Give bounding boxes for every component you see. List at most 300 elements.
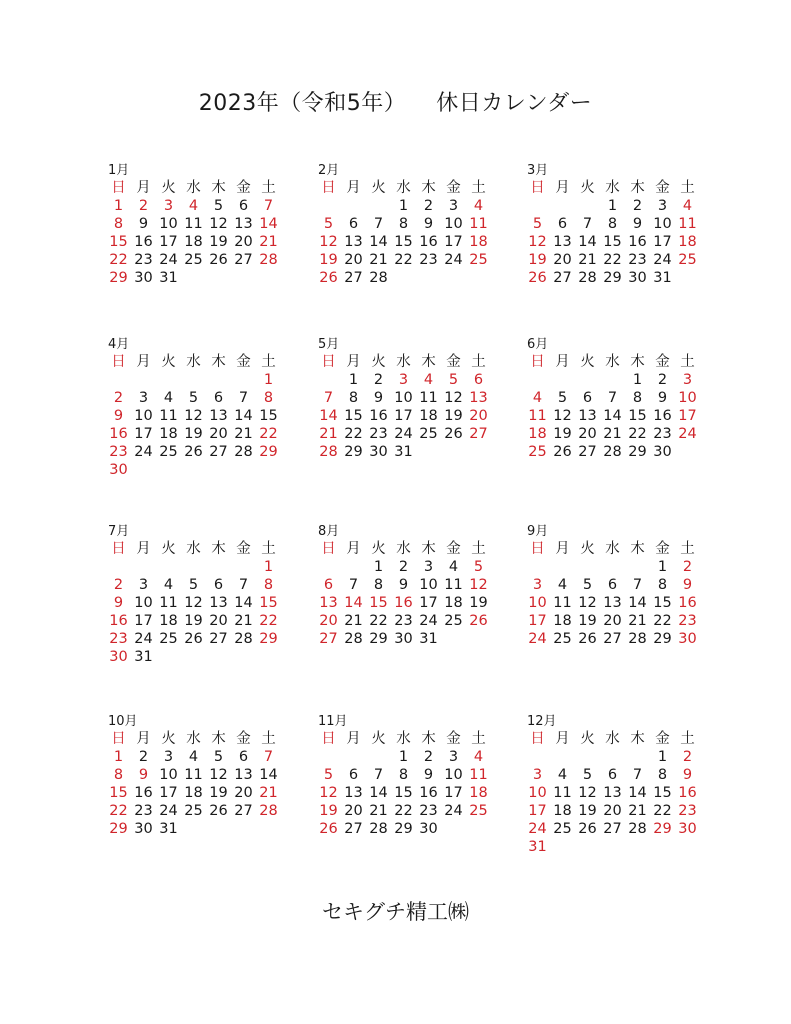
holiday-day: 25 — [469, 252, 488, 268]
holiday-day: 22 — [109, 803, 128, 819]
weekday-header: 金 — [236, 541, 251, 557]
weekday-header: 土 — [680, 541, 695, 557]
work-day: 7 — [373, 216, 384, 232]
work-day: 27 — [578, 444, 597, 460]
work-day: 11 — [184, 767, 203, 783]
weekday-header: 火 — [161, 354, 176, 370]
work-day: 30 — [628, 270, 647, 286]
weekday-header: 月 — [555, 180, 570, 196]
month-march — [525, 162, 705, 287]
holiday-day: 24 — [528, 631, 547, 647]
work-day: 2 — [423, 749, 434, 765]
holiday-day: 22 — [259, 613, 278, 629]
work-day: 26 — [578, 631, 597, 647]
month-september — [525, 523, 705, 648]
work-day: 20 — [603, 613, 622, 629]
weekday-header: 木 — [421, 354, 436, 370]
work-day: 17 — [444, 785, 463, 801]
work-day: 10 — [653, 216, 672, 232]
work-day: 24 — [159, 803, 178, 819]
work-day: 21 — [369, 252, 388, 268]
month-august — [316, 523, 496, 648]
holiday-day: 11 — [528, 408, 547, 424]
work-day: 14 — [628, 595, 647, 611]
holiday-day: 11 — [469, 216, 488, 232]
work-day: 27 — [209, 631, 228, 647]
weekday-header: 月 — [346, 180, 361, 196]
holiday-day: 9 — [682, 767, 693, 783]
work-day: 30 — [653, 444, 672, 460]
work-day: 9 — [632, 216, 643, 232]
holiday-day: 30 — [109, 649, 128, 665]
work-day: 20 — [344, 252, 363, 268]
holiday-day: 18 — [678, 234, 697, 250]
work-day: 27 — [234, 803, 253, 819]
month-may — [316, 336, 496, 461]
month-january — [106, 162, 286, 287]
holiday-day: 1 — [113, 749, 124, 765]
work-day: 1 — [607, 198, 618, 214]
work-day: 2 — [423, 198, 434, 214]
work-day: 29 — [653, 631, 672, 647]
holiday-day: 23 — [678, 803, 697, 819]
work-day: 17 — [159, 785, 178, 801]
weekday-header: 金 — [655, 354, 670, 370]
work-day: 15 — [394, 785, 413, 801]
holiday-day: 28 — [319, 444, 338, 460]
weekday-header: 日 — [111, 180, 126, 196]
work-day: 3 — [163, 749, 174, 765]
work-day: 11 — [159, 595, 178, 611]
weekday-header: 日 — [321, 731, 336, 747]
holiday-day: 2 — [113, 390, 124, 406]
holiday-day: 1 — [263, 559, 274, 575]
holiday-day: 12 — [319, 234, 338, 250]
holiday-day: 2 — [682, 559, 693, 575]
month-label: 8月 — [318, 524, 340, 539]
holiday-day: 29 — [109, 821, 128, 837]
work-day: 16 — [369, 408, 388, 424]
work-day: 21 — [234, 613, 253, 629]
work-day: 6 — [213, 577, 224, 593]
month-grid — [316, 730, 496, 838]
work-day: 7 — [607, 390, 618, 406]
work-day: 8 — [657, 767, 668, 783]
weekday-header: 水 — [605, 354, 620, 370]
work-day: 8 — [373, 577, 384, 593]
work-day: 8 — [398, 216, 409, 232]
work-day: 20 — [344, 803, 363, 819]
holiday-day: 8 — [113, 767, 124, 783]
holiday-day: 10 — [528, 595, 547, 611]
weekday-header: 木 — [421, 541, 436, 557]
holiday-day: 15 — [109, 234, 128, 250]
holiday-day: 17 — [528, 613, 547, 629]
work-day: 21 — [234, 426, 253, 442]
work-day: 18 — [444, 595, 463, 611]
work-day: 30 — [134, 270, 153, 286]
weekday-header: 木 — [630, 731, 645, 747]
empty-cell — [206, 371, 231, 389]
work-day: 26 — [184, 444, 203, 460]
holiday-day: 12 — [469, 577, 488, 593]
work-day: 15 — [653, 785, 672, 801]
work-day: 23 — [628, 252, 647, 268]
empty-cell — [231, 558, 256, 576]
weekday-header: 金 — [446, 541, 461, 557]
work-day: 23 — [419, 252, 438, 268]
holiday-day: 30 — [678, 821, 697, 837]
holiday-day: 23 — [678, 613, 697, 629]
empty-cell — [525, 558, 550, 576]
work-day: 14 — [369, 234, 388, 250]
holiday-day: 25 — [469, 803, 488, 819]
holiday-day: 15 — [369, 595, 388, 611]
work-day: 28 — [369, 821, 388, 837]
work-day: 23 — [369, 426, 388, 442]
empty-cell — [550, 197, 575, 215]
weekday-header: 日 — [321, 354, 336, 370]
work-day: 19 — [469, 595, 488, 611]
work-day: 11 — [184, 216, 203, 232]
work-day: 11 — [444, 577, 463, 593]
holiday-day: 18 — [469, 785, 488, 801]
month-grid — [525, 353, 705, 461]
weekday-header: 金 — [446, 354, 461, 370]
work-day: 28 — [578, 270, 597, 286]
weekday-header: 水 — [186, 180, 201, 196]
holiday-day: 28 — [259, 803, 278, 819]
weekday-header: 日 — [321, 541, 336, 557]
weekday-header: 月 — [136, 354, 151, 370]
work-day: 19 — [209, 234, 228, 250]
holiday-day: 5 — [532, 216, 543, 232]
work-day: 20 — [209, 426, 228, 442]
work-day: 10 — [134, 408, 153, 424]
holiday-day: 19 — [319, 252, 338, 268]
work-day: 22 — [653, 613, 672, 629]
work-day: 15 — [603, 234, 622, 250]
work-day: 26 — [209, 252, 228, 268]
work-day: 23 — [419, 803, 438, 819]
holiday-day: 22 — [109, 252, 128, 268]
weekday-header: 金 — [236, 731, 251, 747]
work-day: 28 — [344, 631, 363, 647]
work-day: 18 — [184, 785, 203, 801]
month-grid — [525, 540, 705, 648]
work-day: 11 — [553, 595, 572, 611]
work-day: 17 — [134, 426, 153, 442]
month-december — [525, 713, 705, 856]
holiday-day: 29 — [653, 821, 672, 837]
work-day: 28 — [628, 631, 647, 647]
work-day: 7 — [373, 767, 384, 783]
work-day: 2 — [632, 198, 643, 214]
work-day: 13 — [344, 785, 363, 801]
holiday-day: 5 — [323, 767, 334, 783]
work-day: 4 — [163, 390, 174, 406]
work-day: 10 — [394, 390, 413, 406]
month-label: 6月 — [527, 337, 549, 352]
empty-cell — [575, 197, 600, 215]
work-day: 14 — [628, 785, 647, 801]
holiday-day: 1 — [263, 372, 274, 388]
company-name: セキグチ精工㈱ — [322, 900, 469, 924]
work-day: 21 — [344, 613, 363, 629]
work-day: 17 — [444, 234, 463, 250]
work-day: 27 — [234, 252, 253, 268]
holiday-day: 29 — [259, 444, 278, 460]
month-label: 9月 — [527, 524, 549, 539]
work-day: 17 — [653, 234, 672, 250]
month-november — [316, 713, 496, 838]
empty-cell — [575, 748, 600, 766]
holiday-day: 24 — [528, 821, 547, 837]
work-day: 13 — [603, 785, 622, 801]
holiday-day: 18 — [528, 426, 547, 442]
work-day: 5 — [557, 390, 568, 406]
work-day: 25 — [419, 426, 438, 442]
work-day: 28 — [234, 444, 253, 460]
work-day: 28 — [234, 631, 253, 647]
weekday-header: 水 — [396, 180, 411, 196]
weekday-header: 木 — [211, 541, 226, 557]
weekday-header: 水 — [605, 180, 620, 196]
work-day: 25 — [184, 252, 203, 268]
weekday-header: 土 — [261, 541, 276, 557]
holiday-day: 3 — [532, 767, 543, 783]
work-day: 20 — [553, 252, 572, 268]
holiday-day: 30 — [678, 631, 697, 647]
work-day: 2 — [657, 372, 668, 388]
holiday-day: 26 — [469, 613, 488, 629]
weekday-header: 木 — [211, 731, 226, 747]
holiday-day: 3 — [163, 198, 174, 214]
holiday-day: 14 — [319, 408, 338, 424]
weekday-header: 火 — [580, 180, 595, 196]
weekday-header: 木 — [630, 180, 645, 196]
weekday-header: 水 — [186, 731, 201, 747]
work-day: 10 — [159, 216, 178, 232]
work-day: 19 — [578, 613, 597, 629]
work-day: 26 — [553, 444, 572, 460]
work-day: 25 — [444, 613, 463, 629]
holiday-day: 19 — [528, 252, 547, 268]
work-day: 18 — [553, 803, 572, 819]
work-day: 19 — [444, 408, 463, 424]
work-day: 3 — [448, 749, 459, 765]
work-day: 12 — [444, 390, 463, 406]
work-day: 7 — [348, 577, 359, 593]
holiday-day: 22 — [259, 426, 278, 442]
empty-cell — [181, 371, 206, 389]
work-day: 9 — [398, 577, 409, 593]
month-february — [316, 162, 496, 287]
work-day: 26 — [578, 821, 597, 837]
page-title — [0, 86, 791, 117]
work-day: 28 — [603, 444, 622, 460]
work-day: 16 — [628, 234, 647, 250]
work-day: 16 — [134, 234, 153, 250]
weekday-header: 土 — [261, 180, 276, 196]
work-day: 25 — [184, 803, 203, 819]
month-grid — [525, 730, 705, 856]
empty-cell — [625, 748, 650, 766]
work-day: 10 — [134, 595, 153, 611]
work-day: 24 — [134, 444, 153, 460]
work-day: 29 — [603, 270, 622, 286]
work-day: 16 — [134, 785, 153, 801]
work-day: 20 — [234, 785, 253, 801]
weekday-header: 金 — [446, 180, 461, 196]
work-day: 1 — [348, 372, 359, 388]
work-day: 25 — [159, 631, 178, 647]
weekday-header: 金 — [655, 541, 670, 557]
holiday-day: 11 — [469, 767, 488, 783]
work-day: 5 — [582, 767, 593, 783]
work-day: 14 — [369, 785, 388, 801]
work-day: 17 — [159, 234, 178, 250]
work-day: 3 — [657, 198, 668, 214]
work-day: 24 — [653, 252, 672, 268]
work-day: 11 — [159, 408, 178, 424]
holiday-day: 10 — [528, 785, 547, 801]
holiday-day: 8 — [263, 390, 274, 406]
work-day: 18 — [184, 234, 203, 250]
weekday-header: 木 — [421, 731, 436, 747]
weekday-header: 火 — [371, 541, 386, 557]
work-day: 30 — [134, 821, 153, 837]
holiday-day: 1 — [113, 198, 124, 214]
weekday-header: 木 — [211, 354, 226, 370]
work-day: 10 — [159, 767, 178, 783]
work-day: 5 — [188, 577, 199, 593]
weekday-header: 日 — [530, 731, 545, 747]
holiday-day: 4 — [532, 390, 543, 406]
work-day: 21 — [369, 803, 388, 819]
work-day: 16 — [419, 234, 438, 250]
work-day: 19 — [578, 803, 597, 819]
holiday-day: 16 — [678, 785, 697, 801]
weekday-header: 金 — [236, 354, 251, 370]
empty-cell — [106, 371, 131, 389]
holiday-day: 3 — [682, 372, 693, 388]
empty-cell — [525, 371, 550, 389]
work-day: 31 — [394, 444, 413, 460]
work-day: 22 — [603, 252, 622, 268]
holiday-day: 10 — [678, 390, 697, 406]
work-day: 31 — [159, 270, 178, 286]
empty-cell — [625, 558, 650, 576]
weekday-header: 木 — [211, 180, 226, 196]
weekday-header: 水 — [396, 354, 411, 370]
empty-cell — [106, 558, 131, 576]
holiday-day: 18 — [469, 234, 488, 250]
work-day: 28 — [628, 821, 647, 837]
work-day: 9 — [423, 216, 434, 232]
empty-cell — [600, 371, 625, 389]
work-day: 7 — [582, 216, 593, 232]
empty-cell — [316, 558, 341, 576]
work-day: 9 — [657, 390, 668, 406]
work-day: 5 — [213, 198, 224, 214]
work-day: 12 — [184, 408, 203, 424]
work-day: 1 — [657, 559, 668, 575]
work-day: 6 — [348, 767, 359, 783]
month-grid — [316, 540, 496, 648]
holiday-day: 16 — [678, 595, 697, 611]
holiday-day: 16 — [109, 426, 128, 442]
work-day: 8 — [607, 216, 618, 232]
work-day: 13 — [344, 234, 363, 250]
work-day: 17 — [134, 613, 153, 629]
work-day: 26 — [209, 803, 228, 819]
work-day: 5 — [213, 749, 224, 765]
weekday-header: 土 — [471, 354, 486, 370]
holiday-day: 13 — [319, 595, 338, 611]
holiday-day: 12 — [528, 234, 547, 250]
weekday-header: 水 — [396, 541, 411, 557]
holiday-day: 21 — [259, 785, 278, 801]
empty-cell — [131, 558, 156, 576]
empty-cell — [231, 371, 256, 389]
holiday-day: 12 — [319, 785, 338, 801]
work-day: 3 — [448, 198, 459, 214]
weekday-header: 月 — [136, 731, 151, 747]
holiday-day: 14 — [259, 216, 278, 232]
weekday-header: 日 — [111, 354, 126, 370]
work-day: 12 — [209, 216, 228, 232]
empty-cell — [550, 371, 575, 389]
holiday-day: 27 — [469, 426, 488, 442]
weekday-header: 月 — [555, 354, 570, 370]
work-day: 22 — [628, 426, 647, 442]
work-day: 25 — [553, 821, 572, 837]
holiday-day: 8 — [113, 216, 124, 232]
work-day: 18 — [159, 613, 178, 629]
holiday-day: 2 — [138, 198, 149, 214]
work-day: 13 — [578, 408, 597, 424]
holiday-day: 4 — [682, 198, 693, 214]
work-day: 22 — [394, 803, 413, 819]
weekday-header: 日 — [111, 731, 126, 747]
work-day: 6 — [238, 749, 249, 765]
work-day: 6 — [582, 390, 593, 406]
weekday-header: 火 — [161, 731, 176, 747]
holiday-day: 17 — [528, 803, 547, 819]
weekday-header: 土 — [680, 354, 695, 370]
holiday-day: 5 — [473, 559, 484, 575]
work-day: 23 — [134, 252, 153, 268]
holiday-day: 23 — [109, 631, 128, 647]
holiday-day: 3 — [532, 577, 543, 593]
work-day: 7 — [632, 767, 643, 783]
weekday-header: 土 — [680, 180, 695, 196]
work-day: 7 — [238, 577, 249, 593]
work-day: 13 — [234, 767, 253, 783]
weekday-header: 火 — [580, 354, 595, 370]
holiday-day: 7 — [263, 198, 274, 214]
holiday-day: 9 — [138, 767, 149, 783]
work-day: 23 — [653, 426, 672, 442]
weekday-header: 火 — [161, 180, 176, 196]
holiday-day: 9 — [113, 595, 124, 611]
weekday-header: 土 — [471, 731, 486, 747]
work-day: 1 — [398, 749, 409, 765]
weekday-header: 火 — [580, 541, 595, 557]
work-day: 14 — [234, 408, 253, 424]
weekday-header: 日 — [321, 180, 336, 196]
